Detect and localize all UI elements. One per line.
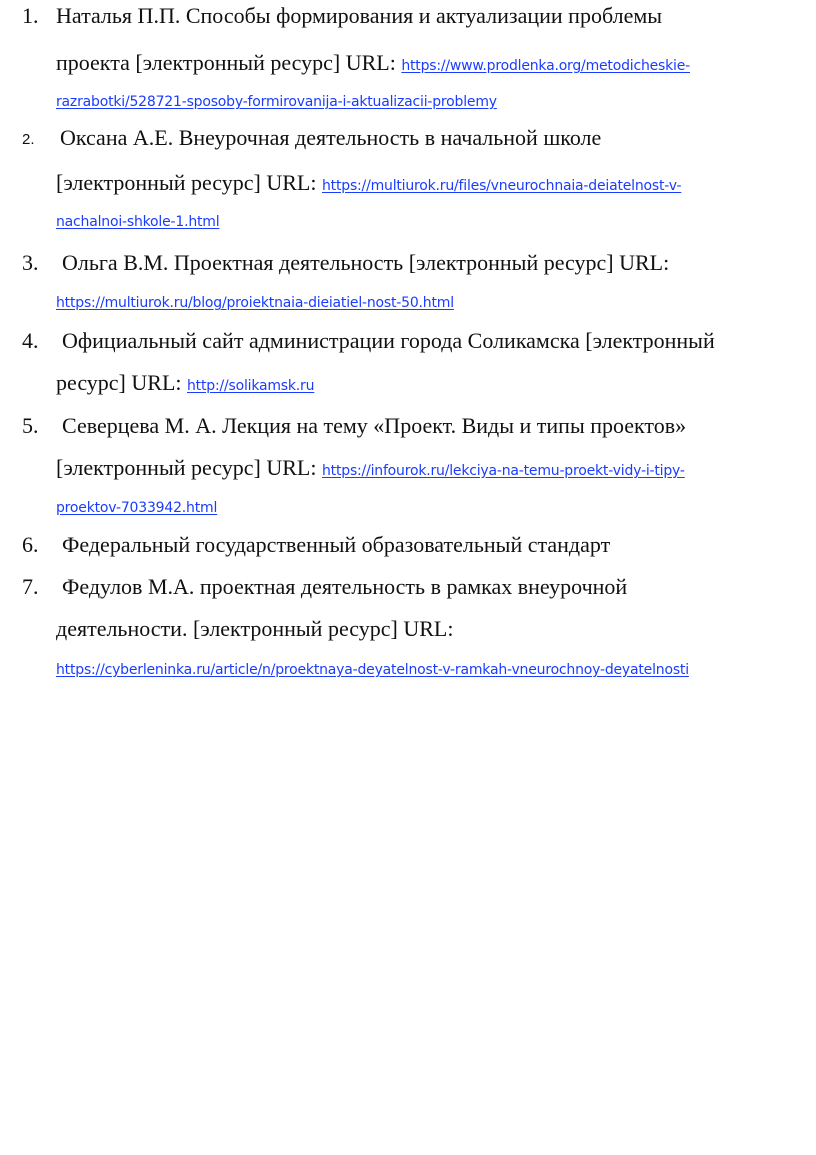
reference-text-line [56,209,219,235]
reference-text-line: деятельности. [электронный ресурс] URL: [56,616,454,641]
reference-text: [электронный ресурс] URL: [56,170,322,195]
reference-link[interactable]: https://multiurok.ru/files/vneurochnaia-deiatelnost-v- [322,178,682,194]
reference-link[interactable]: https://www.prodlenka.org/metodicheskie- [401,58,690,74]
reference-number: 5. [22,413,39,438]
reference-number: 2. [22,131,35,148]
reference-link[interactable]: https://multiurok.ru/blog/proiektnaia-dieiatiel-nost-50.html [56,295,454,311]
reference-text-line: Наталья П.П. Способы формирования и актуализации проблемы [56,3,663,28]
reference-text-line [56,370,314,399]
reference-number: 6. [22,532,39,557]
reference-text-line [56,170,681,199]
reference-text-line [56,495,217,521]
reference-number: 4. [22,328,39,353]
reference-text: проекта [электронный ресурс] URL: [56,50,402,75]
reference-text-line: Ольга В.М. Проектная деятельность [электронный ресурс] URL: [62,250,670,275]
reference-text-line: Оксана А.Е. Внеурочная деятельность в начальной школе [60,125,602,150]
reference-link[interactable]: proektov-7033942.html [56,500,218,516]
reference-link[interactable]: nachalnoi-shkole-1.html [56,214,220,230]
reference-text-line [56,290,454,316]
reference-number: 3. [22,250,39,275]
reference-text-line [56,50,690,79]
reference-text-line: Северцева М. А. Лекция на тему «Проект. Виды и типы проектов» [62,413,687,438]
reference-text: ресурс] URL: [56,370,187,395]
reference-link[interactable]: razrabotki/528721-sposoby-formirovanija-i-aktualizacii-problemy [56,94,497,110]
reference-text-line: Федулов М.А. проектная деятельность в рамках внеурочной [62,574,628,599]
reference-link[interactable]: https://cyberleninka.ru/article/n/proektnaya-deyatelnost-v-ramkah-vneurochnoy-deyatelnosti [56,662,689,678]
reference-text-line [56,89,497,115]
reference-number: 7. [22,574,39,599]
reference-text-line [56,657,689,683]
reference-text-line: Официальный сайт администрации города Соликамска [электронный [62,328,715,353]
reference-number: 1. [22,3,39,28]
reference-link[interactable]: https://infourok.ru/lekciya-na-temu-proekt-vidy-i-tipy- [322,463,685,479]
reference-text: [электронный ресурс] URL: [56,455,322,480]
reference-text-line [56,455,685,484]
reference-link[interactable]: http://solikamsk.ru [187,378,315,394]
reference-text-line: Федеральный государственный образовательный стандарт [62,532,611,557]
